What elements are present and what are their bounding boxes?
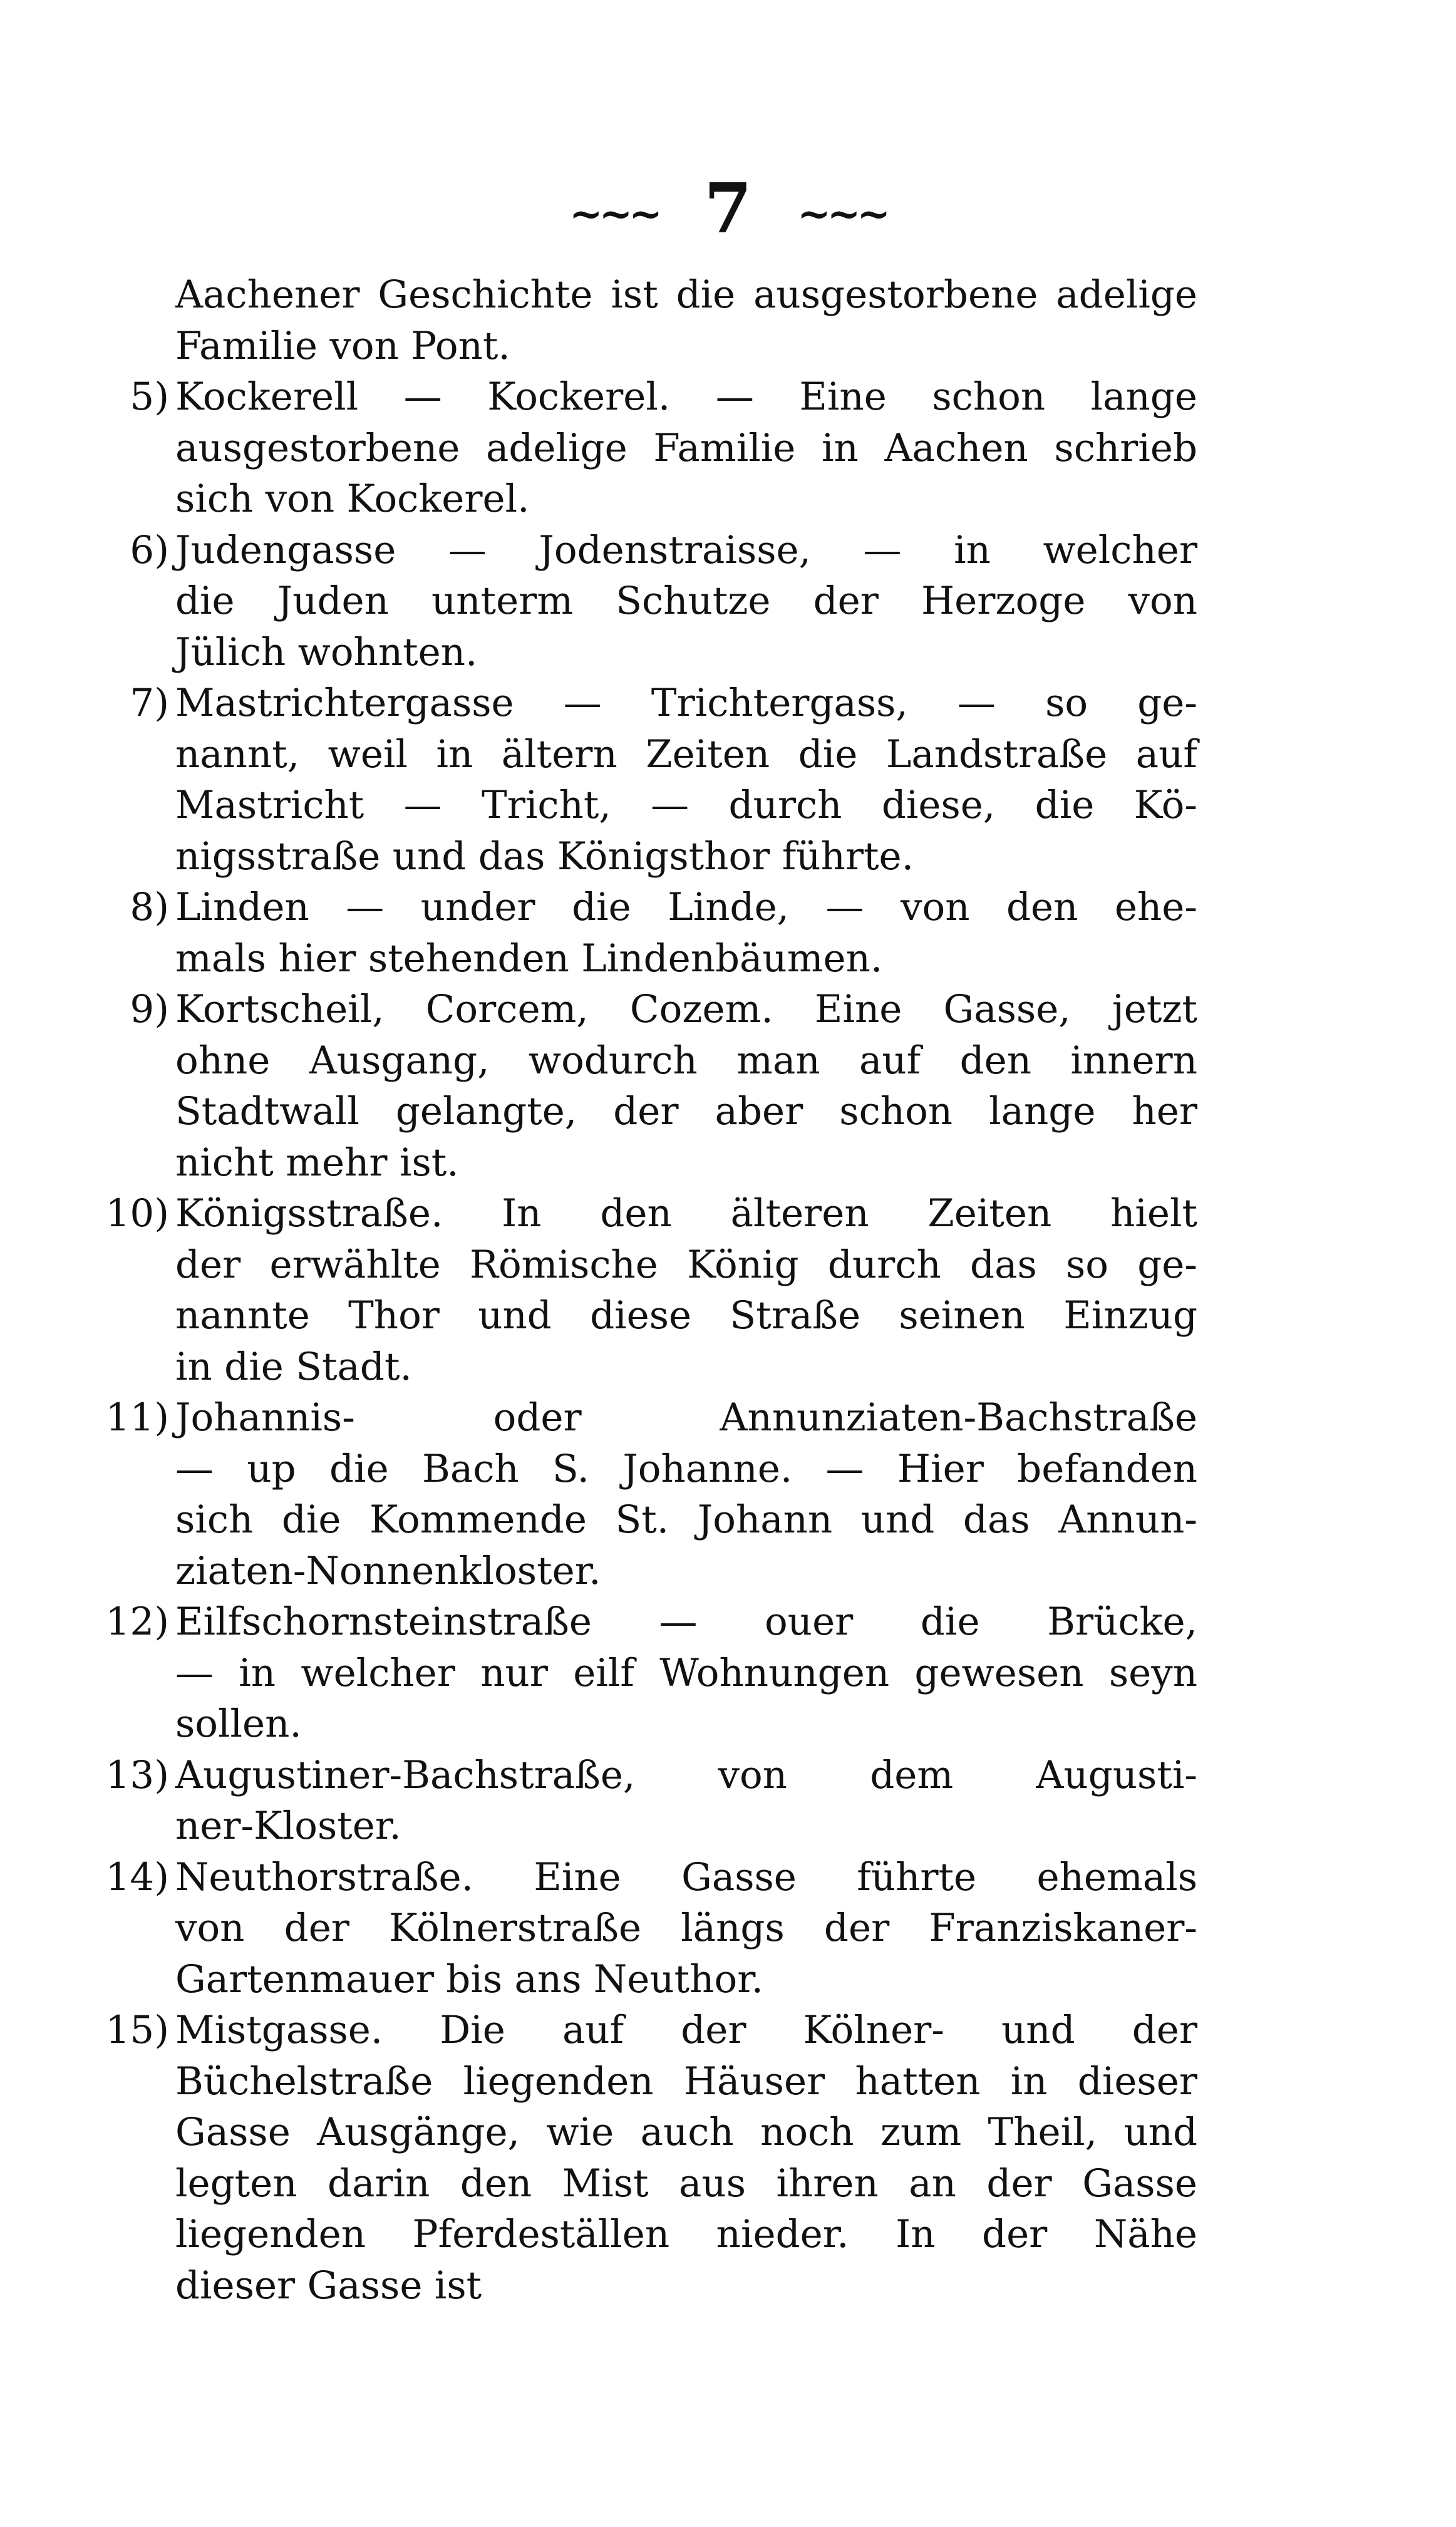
text-line: [83, 2107, 1197, 2158]
line-text: Gasse Ausgänge, wie auch noch zum Theil, und: [175, 2110, 1197, 2154]
text-line: [83, 1698, 1197, 1750]
line-text: in die Stadt.: [175, 1344, 412, 1389]
text-line: [83, 678, 1197, 729]
entry-number: 14): [105, 1854, 169, 1899]
line-text: Mastricht — Tricht, — durch diese, die Kö-: [175, 783, 1197, 827]
text-line: [83, 1444, 1197, 1495]
line-text: Judengasse — Jodenstraisse, — in welcher: [175, 527, 1197, 572]
line-text: — up die Bach S. Johanne. — Hier befanden: [175, 1446, 1197, 1491]
text-line: [83, 576, 1197, 627]
text-line: [83, 1494, 1197, 1546]
text-line: [83, 423, 1197, 474]
page-number: 7: [704, 168, 752, 249]
line-text: ner-Kloster.: [175, 1804, 401, 1848]
line-text: Eilfschornsteinstraße — ouer die Brücke,: [175, 1599, 1197, 1644]
text-line: [83, 371, 1197, 423]
line-text: ohne Ausgang, wodurch man auf den innern: [175, 1038, 1197, 1083]
line-text: Aachener Geschichte ist die ausgestorbene adelige: [175, 272, 1197, 317]
line-text: nicht mehr ist.: [175, 1140, 459, 1185]
text-line: [83, 2158, 1197, 2209]
text-line: [83, 831, 1197, 882]
text-line: [83, 1290, 1197, 1341]
line-text: sollen.: [175, 1702, 302, 1746]
line-text: ziaten-Nonnenkloster.: [175, 1548, 601, 1593]
line-text: Familie von Pont.: [175, 323, 510, 368]
entry-number: 5): [130, 375, 169, 419]
text-line: [83, 1546, 1197, 1597]
line-text: legten darin den Mist aus ihren an der Gasse: [175, 2161, 1197, 2206]
line-text: Mistgasse. Die auf der Kölner- und der: [175, 2008, 1197, 2052]
line-text: Büchelstraße liegenden Häuser hatten in dieser: [175, 2059, 1197, 2104]
text-line: [83, 269, 1197, 321]
line-text: der erwählte Römische König durch das so ge-: [175, 1242, 1197, 1287]
line-text: dieser Gasse ist: [175, 2263, 482, 2308]
text-line: [83, 1392, 1197, 1444]
line-text: nannte Thor und diese Straße seinen Einzug: [175, 1293, 1197, 1338]
entry-number: 12): [105, 1599, 169, 1644]
line-text: ausgestorbene adelige Familie in Aachen schrieb: [175, 425, 1197, 470]
text-line: [83, 1648, 1197, 1699]
entry-number: 10): [105, 1191, 169, 1236]
line-text: Linden — under die Linde, — von den ehe-: [175, 885, 1197, 929]
text-line: [83, 2056, 1197, 2107]
text-line: [83, 1954, 1197, 2005]
text-line: [83, 1903, 1197, 1954]
text-line: [83, 1596, 1197, 1648]
line-text: Kortscheil, Corcem, Cozem. Eine Gasse, jetzt: [175, 987, 1197, 1031]
text-line: [83, 1086, 1197, 1137]
line-text: Jülich wohnten.: [175, 629, 478, 674]
text-line: [83, 1341, 1197, 1393]
ornament-right: ~~~: [797, 190, 887, 238]
text-line: [83, 2209, 1197, 2260]
body-text: [83, 269, 1197, 2311]
line-text: — in welcher nur eilf Wohnungen gewesen seyn: [175, 1650, 1197, 1695]
line-text: die Juden unterm Schutze der Herzoge von: [175, 579, 1197, 623]
line-text: sich die Kommende St. Johann und das Annun-: [175, 1497, 1197, 1542]
text-line: [83, 473, 1197, 525]
line-text: nigsstraße und das Königsthor führte.: [175, 834, 914, 879]
text-line: [83, 1035, 1197, 1087]
text-line: [83, 729, 1197, 780]
text-line: [83, 1750, 1197, 1801]
line-text: nannt, weil in ältern Zeiten die Landstraße auf: [175, 731, 1197, 777]
text-line: [83, 321, 1197, 372]
text-line: [83, 933, 1197, 984]
line-text: Königsstraße. In den älteren Zeiten hielt: [175, 1191, 1197, 1236]
entry-number: 7): [130, 681, 169, 725]
line-text: von der Kölnerstraße längs der Franziskaner-: [175, 1906, 1197, 1950]
entry-number: 15): [105, 2008, 169, 2052]
line-text: sich von Kockerel.: [175, 477, 530, 521]
entry-number: 13): [105, 1752, 169, 1797]
line-text: mals hier stehenden Lindenbäumen.: [175, 936, 883, 981]
text-line: [83, 1852, 1197, 1903]
text-line: [83, 525, 1197, 576]
entry-number: 9): [130, 987, 169, 1031]
text-line: [83, 2005, 1197, 2056]
ornament-left: ~~~: [569, 190, 659, 238]
line-text: Mastrichtergasse — Trichtergass, — so ge-: [175, 681, 1197, 725]
text-line: [83, 984, 1197, 1035]
text-line: [83, 780, 1197, 831]
entry-number: 6): [130, 527, 169, 572]
page-header: [0, 168, 1456, 249]
line-text: Augustiner-Bachstraße, von dem Augusti-: [175, 1752, 1197, 1797]
line-text: liegenden Pferdeställen nieder. In der Nähe: [175, 2212, 1197, 2256]
text-line: [83, 2260, 1197, 2312]
line-text: Kockerell — Kockerel. — Eine schon lange: [175, 375, 1197, 419]
entry-number: 8): [130, 885, 169, 929]
text-line: [83, 1239, 1197, 1291]
text-line: [83, 1137, 1197, 1189]
text-line: [83, 627, 1197, 678]
line-text: Neuthorstraße. Eine Gasse führte ehemals: [175, 1854, 1197, 1899]
text-line: [83, 1801, 1197, 1852]
text-line: [83, 882, 1197, 933]
line-text: Johannis- oder Annunziaten-Bachstraße: [175, 1395, 1197, 1440]
text-line: [83, 1188, 1197, 1239]
line-text: Gartenmauer bis ans Neuthor.: [175, 1956, 764, 2002]
entry-number: 11): [105, 1395, 169, 1440]
line-text: Stadtwall gelangte, der aber schon lange her: [175, 1089, 1197, 1134]
